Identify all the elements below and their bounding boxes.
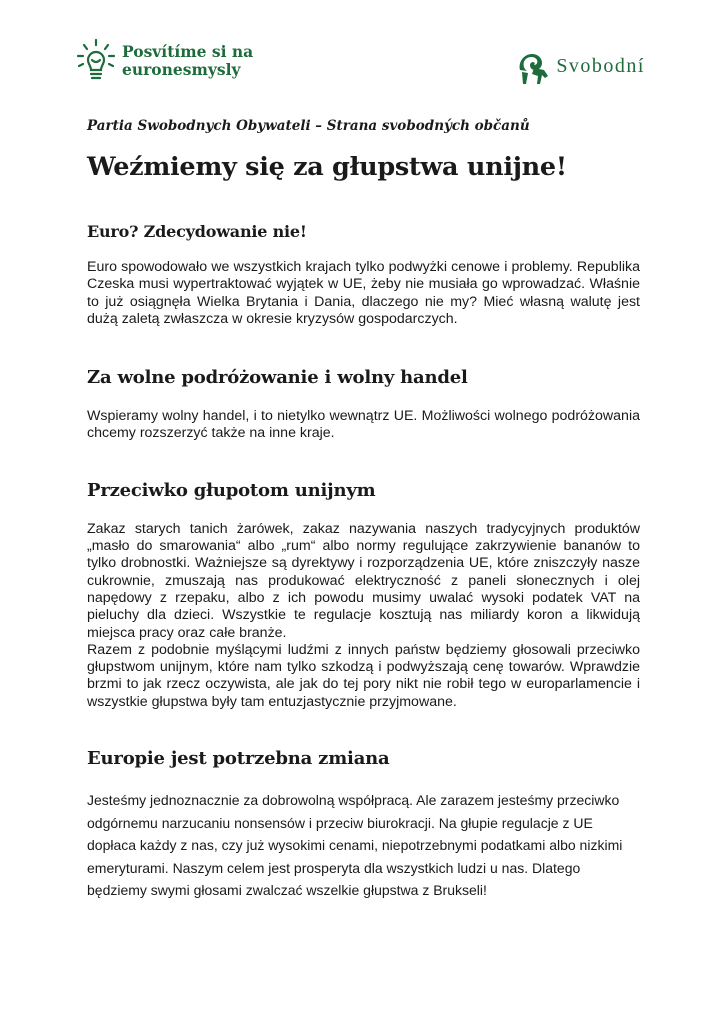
brand-logo bbox=[512, 46, 645, 86]
ram-icon bbox=[512, 46, 552, 86]
section-paragraph: Euro spowodowało we wszystkich krajach tylko podwyżki cenowe i problemy. Republika Czeska musi wypertraktować wyjątek w UE, żeby nie musiała go wprowadzać. Właśnie to już osiągnęła Wielka Brytania i Dania, dlaczego nie my? Mieć własną walutę jest dużą zaletą zwłaszcza w okresie kryzysów gospodarczych. bbox=[87, 259, 640, 327]
campaign-title-line2: euronesmysly bbox=[122, 60, 241, 79]
section-heading-eu-nonsense: Przeciwko głupotom unijnym bbox=[87, 479, 376, 501]
section-paragraph: Razem z podobnie myślącymi ludźmi z innych państw będziemy głosowali przeciwko głupstwom unijnym, które nam tylko szkodzą i podwyższają cenę towarów. Wprawdzie brzmi to jak rzecz oczywista, ale jak do tej pory nikt nie robił tego w europarlamencie i wszystkie głupstwa były tam entuzjastycznie przyjmowane. bbox=[87, 641, 640, 710]
section-heading-free-travel: Za wolne podróżowanie i wolny handel bbox=[87, 367, 468, 389]
section-paragraph: Wspieramy wolny handel, i to nietylko wewnątrz UE. Możliwości wolnego podróżowania chcemy rozszerzyć także na inne kraje. bbox=[87, 408, 640, 442]
campaign-logo bbox=[76, 38, 253, 84]
campaign-title-line1: Posvítíme si na bbox=[122, 42, 254, 61]
document-subtitle: Partia Swobodnych Obywateli – Strana svobodných občanů bbox=[87, 118, 530, 134]
section-paragraph: Jesteśmy jednoznacznie za dobrowolną współpracą. Ale zarazem jesteśmy przeciwko odgórnemu narzucaniu nonsensów i przeciw biurokracji. Na głupie regulacje z UE dopłaca każdy z nas, czy już wysokimi cenami, niepotrzebnymi podatkami albo nizkimi emeryturami. Naszym celem jest prosperyta dla wszystkich ludzi u nas. Dlatego będziemy swymi głosami zwalczać wszelkie głupstwa z Brukseli! bbox=[87, 792, 623, 899]
section-paragraph: Zakaz starych tanich żarówek, zakaz nazywania naszych tradycyjnych produktów „masło do smarowania“ albo „rum“ albo normy regulujące zakrzywienie bananów to tylko drobnostki. Ważniejsze są dyrektywy i rozporządzenia UE, które zniszczyły nasze cukrownie, zmuszają nas produkować elektryczność z paneli słonecznych i olej napędowy z rzepaku, albo z ich powodu musimy uwalać wysoki podatek VAT na pieluchy dla dzieci. Wszystkie te regulacje kosztują nas miliardy koron a likwidują miejsca pracy oraz całe branże. bbox=[87, 520, 640, 641]
section-heading-europe-change: Europie jest potrzebna zmiana bbox=[87, 748, 390, 770]
brand-name: Svobodní bbox=[556, 54, 645, 77]
document-title: Weźmiemy się za głupstwa unijne! bbox=[87, 152, 567, 182]
lightbulb-icon bbox=[76, 38, 116, 84]
section-heading-euro: Euro? Zdecydowanie nie! bbox=[87, 222, 307, 241]
document-body bbox=[87, 118, 640, 902]
